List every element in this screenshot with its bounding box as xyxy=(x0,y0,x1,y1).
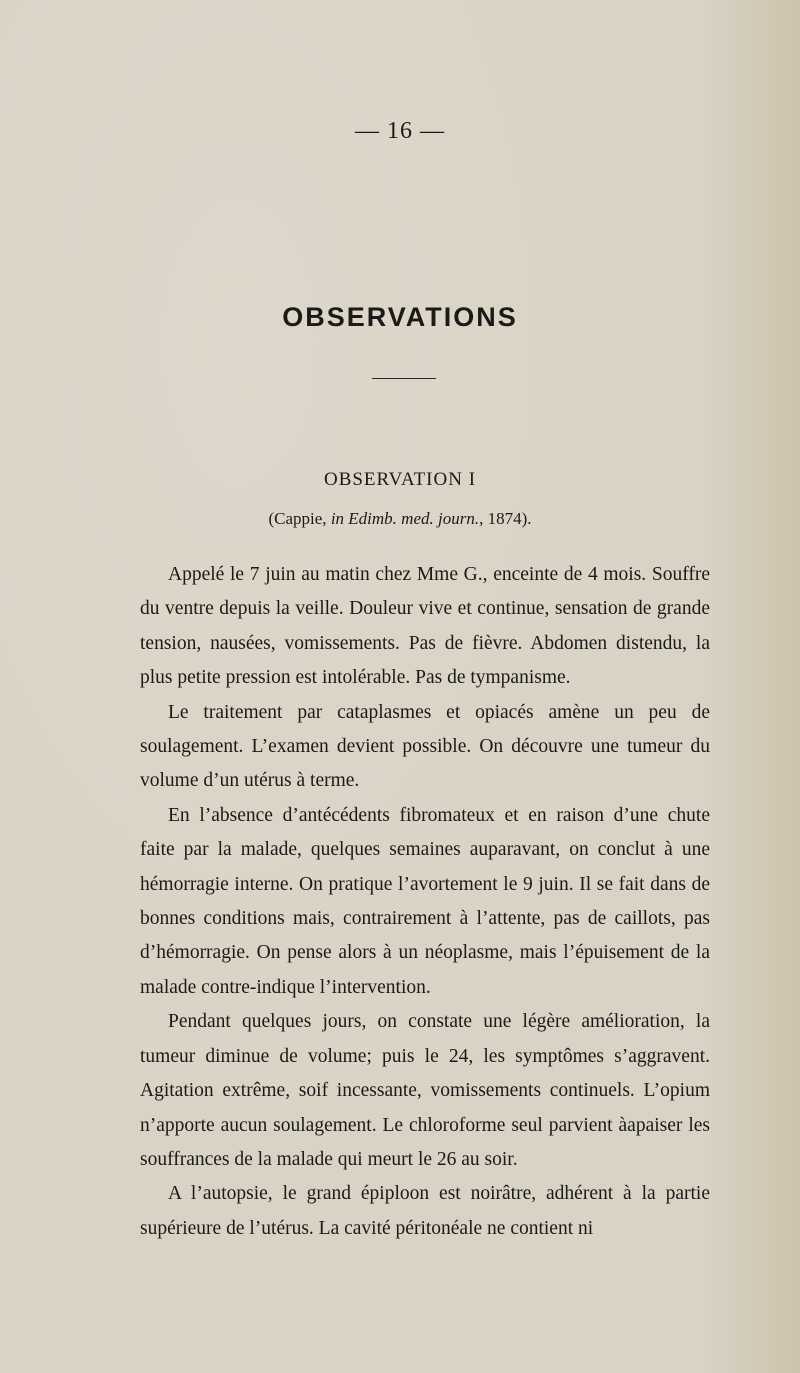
paragraph: Pendant quelques jours, on constate une légère amélioration, la tumeur diminue de volume; puis le 24, les symptômes s’aggravent. Agitation extrême, soif incessante, vomissements continuels. L’opium n’apporte aucun soulagement. Le chloroforme seul parvient àapaiser les souffrances de la malade qui meurt le 26 au soir. xyxy=(140,1011,710,1170)
divider-rule xyxy=(372,378,436,379)
paragraph: Le traitement par cataplasmes et opiacés amène un peu de soulagement. L’examen devient possible. On découvre une tumeur du volume d’un utérus à terme. xyxy=(140,701,710,792)
paragraph: Appelé le 7 juin au matin chez Mme G., enceinte de 4 mois. Souffre du ventre depuis la veille. Douleur vive et continue, sensation de grande tension, nausées, vomissements. Pas de fièvre. Abdomen distendu, la plus petite pression est intolérable. Pas de tympanisme. xyxy=(140,564,710,689)
page-number: — 16 — xyxy=(355,118,445,144)
paragraph: A l’autopsie, le grand épiploon est noirâtre, adhérent à la partie supérieure de l’utérus. La cavité péritonéale ne contient ni xyxy=(140,1183,710,1239)
citation-close: , 1874). xyxy=(479,509,532,528)
citation-open: (Cappie, xyxy=(268,509,331,528)
observation-title: OBSERVATION I xyxy=(323,469,477,490)
section-title: OBSERVATIONS xyxy=(282,302,518,332)
citation-source: in Edimb. med. journ. xyxy=(330,509,480,528)
paragraph: En l’absence d’antécédents fibromateux et en raison d’une chute faite par la malade, quelques semaines auparavant, on conclut à une hémorragie interne. On pratique l’avortement le 9 juin. Il se fait dans de bonnes conditions mais, contrairement à l’attente, pas de caillots, pas d’hémorragie. On pense alors à un néoplasme, mais l’épuisement de la malade contre-indique l’intervention. xyxy=(140,804,710,998)
body-text xyxy=(140,558,710,1246)
citation xyxy=(0,509,800,529)
